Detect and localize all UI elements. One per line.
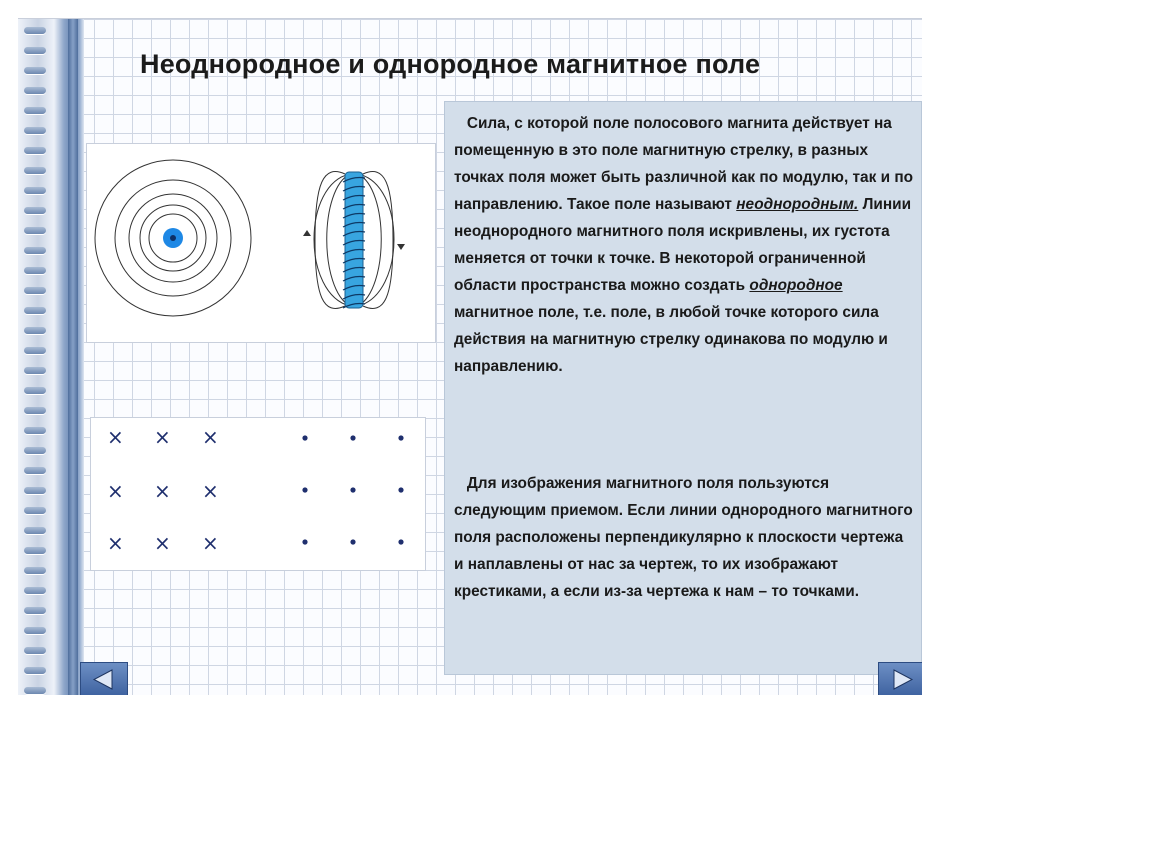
arrow-left-icon (94, 670, 112, 689)
binding-ring (24, 307, 46, 314)
figure-nonuniform-field (86, 143, 436, 343)
binding-ring (24, 127, 46, 134)
binding-ring (24, 27, 46, 34)
cross-mark: × (202, 479, 219, 503)
binding-ring (24, 587, 46, 594)
explanation-paragraph-1: Сила, с которой поле полосового магнита действует на помещенную в это поле магнитную стрелку, в разных точках поля может быть различной как по модулю, так и по направлению. Такое поле называют неоднородным. Линии неоднородного магнитного поля искривлены, их густота меняется от точки к точке. В некоторой ограниченной области пространства можно создать однородное магнитное поле, т.е. поле, в любой точке которого сила действия на магнитную стрелку одинакова по модулю и направлению. (454, 115, 914, 375)
cross-mark: × (107, 425, 124, 449)
dot-mark (302, 539, 307, 544)
cross-mark: × (202, 531, 219, 555)
cross-mark: × (154, 531, 171, 555)
binding-ring (24, 487, 46, 494)
cross-mark: × (202, 425, 219, 449)
binding-ring (24, 327, 46, 334)
binding-ring (24, 247, 46, 254)
binding-ring (24, 667, 46, 674)
dot-mark (350, 487, 355, 492)
binding-ring (24, 347, 46, 354)
binding-ring (24, 427, 46, 434)
binding-ring (24, 627, 46, 634)
binding-ring (24, 107, 46, 114)
binding-ring (24, 47, 46, 54)
binding-ring (24, 207, 46, 214)
binding-ring (24, 67, 46, 74)
binding-ring (24, 367, 46, 374)
binding-ring (24, 267, 46, 274)
term-uniform: однородное (749, 277, 843, 294)
binding-ring (24, 287, 46, 294)
binding-ring (24, 147, 46, 154)
binding-ring (24, 87, 46, 94)
binding-ring (24, 607, 46, 614)
previous-slide-button[interactable] (80, 662, 128, 695)
binding-ring (24, 167, 46, 174)
notebook-binding (18, 19, 84, 695)
binding-ring (24, 187, 46, 194)
cross-mark: × (154, 479, 171, 503)
binding-ring (24, 507, 46, 514)
dot-mark (302, 487, 307, 492)
binding-ring (24, 387, 46, 394)
binding-ring (24, 687, 46, 694)
binding-ring (24, 467, 46, 474)
dot-mark (302, 435, 307, 440)
cross-mark: × (154, 425, 171, 449)
dot-mark (350, 435, 355, 440)
dot-mark (398, 435, 403, 440)
binding-ring (24, 547, 46, 554)
explanation-text-box (444, 101, 922, 675)
binding-ring (24, 407, 46, 414)
dot-mark (398, 539, 403, 544)
slide (18, 18, 922, 695)
solenoid-icon (343, 172, 365, 308)
explanation-paragraph-2: Для изображения магнитного поля пользуются следующим приемом. Если линии однородного магнитного поля расположены перпендикулярно к плоскости чертежа и наплавлены от нас за чертеж, то их изображают крестиками, а если из-за чертежа к нам – то точками. (454, 475, 913, 600)
dot-mark (398, 487, 403, 492)
binding-ring (24, 567, 46, 574)
cross-mark: × (107, 479, 124, 503)
next-slide-button[interactable] (878, 662, 922, 695)
binding-ring (24, 447, 46, 454)
arrow-right-icon (894, 670, 912, 689)
binding-ring (24, 647, 46, 654)
term-nonuniform: неоднородным. (736, 196, 859, 213)
binding-ring (24, 227, 46, 234)
dot-mark (350, 539, 355, 544)
cross-mark: × (107, 531, 124, 555)
binding-ring (24, 527, 46, 534)
figure-uniform-field (90, 417, 426, 571)
slide-title: Неоднородное и однородное магнитное поле (140, 49, 761, 79)
binding-strip (68, 19, 78, 695)
